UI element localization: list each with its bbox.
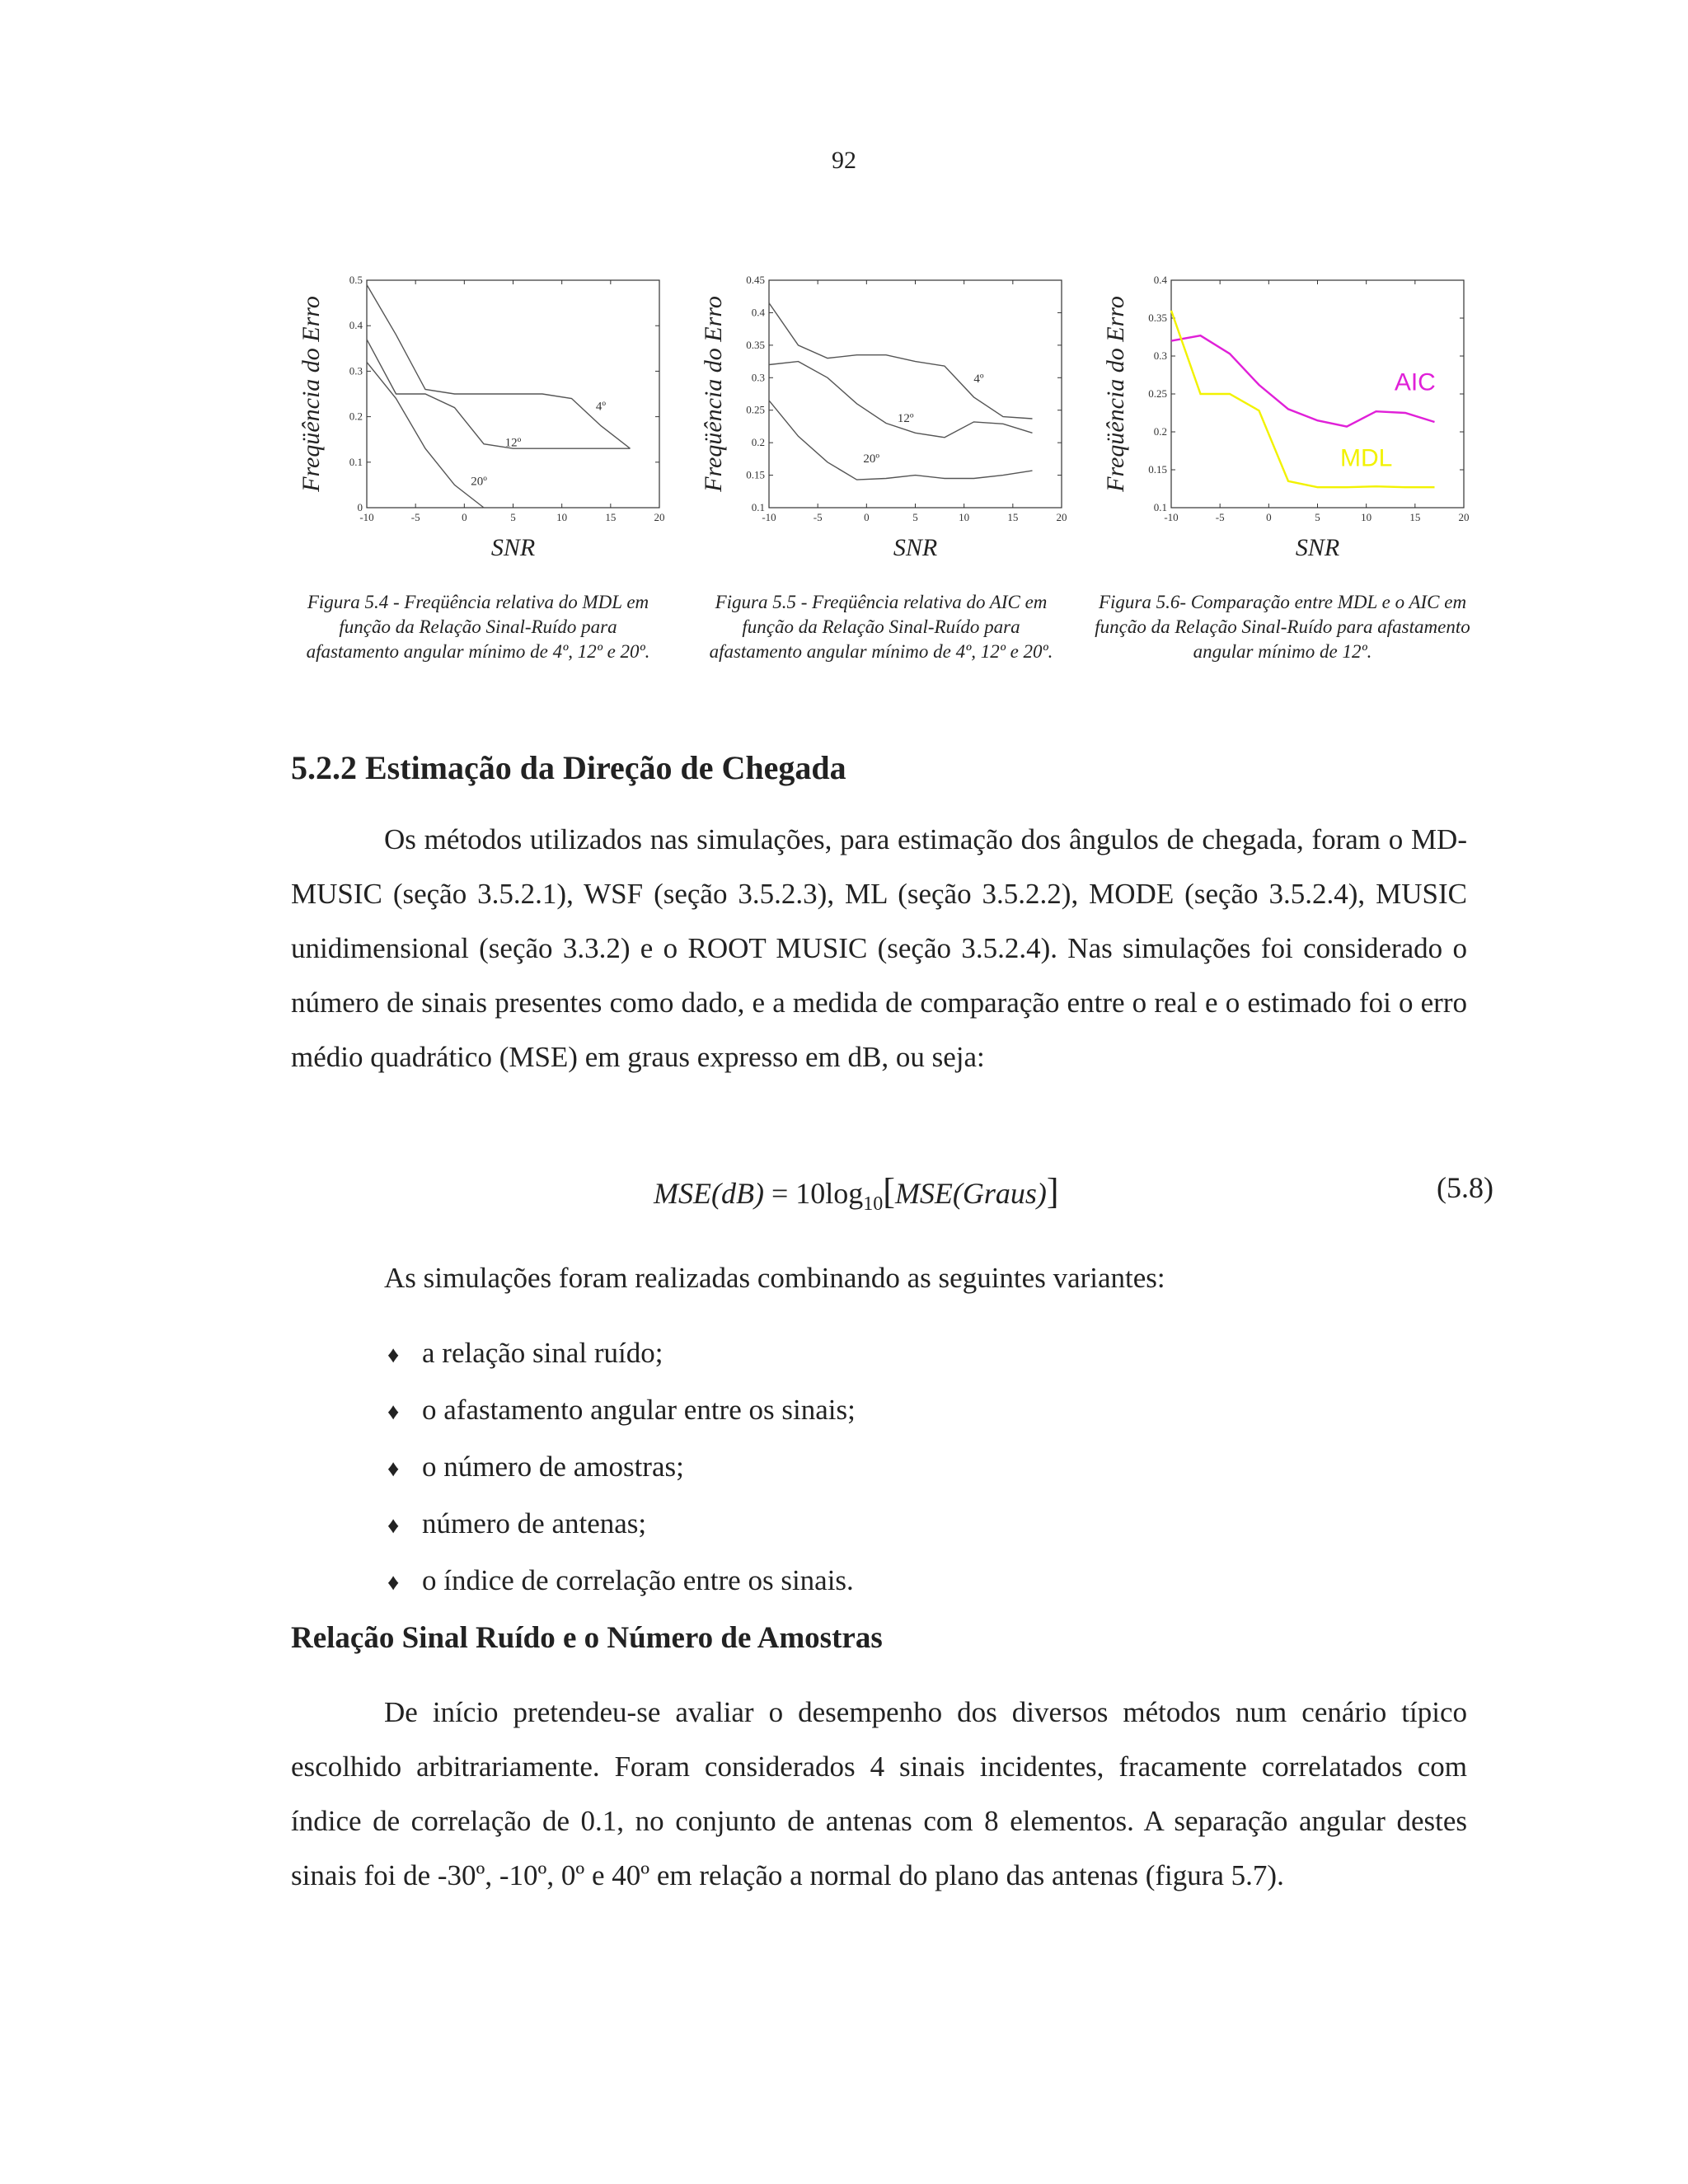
y-tick-label: 0.3 xyxy=(1153,349,1167,362)
x-tick-label: -10 xyxy=(762,511,776,523)
list-item-text: a relação sinal ruído; xyxy=(422,1337,663,1369)
series-line-mdl xyxy=(1171,311,1435,487)
bullet-diamond-icon: ♦ xyxy=(387,1570,400,1596)
x-tick-label: -5 xyxy=(1215,511,1225,523)
series-annotation: 4º xyxy=(973,372,984,386)
figure-caption-5-4: Figura 5.4 - Freqüência relativa do MDL em função da Relação Sinal-Ruído para afastamento angular mínimo de 4º, 12º e 20º. xyxy=(306,592,650,662)
list-item xyxy=(387,1383,856,1440)
x-tick-label: 0 xyxy=(864,511,870,523)
series-line-4deg xyxy=(367,285,631,449)
x-tick-label: 15 xyxy=(1409,511,1421,523)
equation-argument: MSE(Graus) xyxy=(894,1177,1047,1210)
subsection-heading: Relação Sinal Ruído e o Número de Amostras xyxy=(291,1621,883,1655)
y-tick-label: 0.4 xyxy=(1153,274,1167,286)
series-line-4deg xyxy=(769,303,1033,419)
x-tick-label: 5 xyxy=(1315,511,1320,523)
section-heading: 5.2.2 Estimação da Direção de Chegada xyxy=(291,749,846,786)
y-tick-label: 0.35 xyxy=(746,338,765,351)
series-annotation: 4º xyxy=(595,400,607,414)
y-tick-label: 0.1 xyxy=(751,501,765,513)
bullet-diamond-icon: ♦ xyxy=(387,1343,400,1368)
y-tick-label: 0.25 xyxy=(746,403,765,416)
equation-log: log xyxy=(825,1177,864,1210)
series-line-20deg xyxy=(367,362,484,508)
page-number: 92 xyxy=(832,147,856,174)
list-item-text: o número de amostras; xyxy=(422,1451,684,1483)
x-tick-label: 0 xyxy=(1266,511,1272,523)
y-tick-label: 0.35 xyxy=(1148,312,1167,324)
x-tick-label: 20 xyxy=(1458,511,1470,523)
y-tick-label: 0.1 xyxy=(1153,501,1167,513)
chart-mdl-vs-aic xyxy=(1097,247,1484,577)
y-tick-label: 0.4 xyxy=(751,306,765,319)
list-item-text: o afastamento angular entre os sinais; xyxy=(422,1394,856,1426)
y-tick-label: 0.25 xyxy=(1148,387,1167,400)
list-item xyxy=(387,1326,856,1383)
x-tick-label: 15 xyxy=(605,511,617,523)
x-tick-label: 20 xyxy=(654,511,665,523)
y-tick-label: 0.15 xyxy=(1148,463,1167,476)
variants-list xyxy=(387,1326,856,1610)
equation-body: $MSE(dB) = 10\log_{10}[MSE(Graus)]$ xyxy=(654,1171,1059,1216)
x-tick-label: 10 xyxy=(959,511,970,523)
y-tick-label: 0.3 xyxy=(751,371,765,384)
chart-mdl-error-frequency xyxy=(293,247,680,577)
x-tick-label: -5 xyxy=(813,511,823,523)
bullet-diamond-icon: ♦ xyxy=(387,1399,400,1425)
x-tick-label: 20 xyxy=(1056,511,1067,523)
chart-aic-svg xyxy=(695,247,1082,577)
paragraph-methods: Os métodos utilizados nas simulações, para estimação dos ângulos de chegada, foram o MD-MUSIC (seção 3.5.2.1), WSF (seção 3.5.2.3), ML (seção 3.5.2.2), MODE (seção 3.5.2.4), MUSIC unidimensional (seção 3.3.2) e o ROOT MUSIC (seção 3.5.2.4). Nas simulações foi considerado o número de sinais presentes como dado, e a medida de comparação entre o real e o estimado foi o erro médio quadrático (MSE) em graus expresso em dB, ou seja: xyxy=(291,823,1467,1073)
figure-caption-5-5: Figura 5.5 - Freqüência relativa do AIC em função da Relação Sinal-Ruído para afastamento angular mínimo de 4º, 12º e 20º. xyxy=(709,592,1053,662)
series-annotation: 12º xyxy=(504,436,522,450)
equation-number: (5.8) xyxy=(1437,1171,1493,1204)
series-annotation: 12º xyxy=(897,411,914,425)
bullet-diamond-icon: ♦ xyxy=(387,1513,400,1539)
y-tick-label: 0.1 xyxy=(349,455,363,468)
series-line-12deg xyxy=(769,362,1033,438)
paragraph-scenario: De início pretendeu-se avaliar o desempenho dos diversos métodos num cenário típico escolhido arbitrariamente. Foram considerados 4 sinais incidentes, fracamente correlatados com índice de correlação de 0.1, no conjunto de antenas com 8 elementos. A separação angular destes sinais foi de -30º, -10º, 0º e 40º em relação a normal do plano das antenas (figura 5.7). xyxy=(291,1696,1467,1891)
x-tick-label: 0 xyxy=(462,511,467,523)
figure-caption-5-6: Figura 5.6- Comparação entre MDL e o AIC em função da Relação Sinal-Ruído para afastamento angular mínimo de 12º. xyxy=(1095,592,1470,662)
y-axis-label: Freqüência do Erro xyxy=(298,296,325,492)
equation-mse xyxy=(0,1170,1688,1220)
x-tick-label: -10 xyxy=(359,511,374,523)
y-tick-label: 0.45 xyxy=(746,274,765,286)
x-axis-label: SNR xyxy=(1295,534,1340,561)
chart-aic-error-frequency xyxy=(695,247,1082,577)
y-tick-label: 0.5 xyxy=(349,274,363,286)
list-item-text: o índice de correlação entre os sinais. xyxy=(422,1564,854,1596)
y-axis-label: Freqüência do Erro xyxy=(1102,296,1129,492)
x-axis-label: SNR xyxy=(490,534,536,561)
y-tick-label: 0.2 xyxy=(751,436,765,449)
y-axis-label: Freqüência do Erro xyxy=(700,296,727,492)
chart-mdl-vs-aic-svg xyxy=(1097,247,1484,577)
x-axis-label: SNR xyxy=(893,534,938,561)
x-tick-label: -5 xyxy=(410,511,420,523)
x-tick-label: 15 xyxy=(1007,511,1019,523)
equation-log-base: 10 xyxy=(863,1193,884,1216)
y-tick-label: 0.2 xyxy=(1153,425,1167,438)
x-tick-label: 10 xyxy=(556,511,568,523)
x-tick-label: 5 xyxy=(510,511,516,523)
list-item xyxy=(387,1440,856,1497)
y-tick-label: 0 xyxy=(357,501,363,513)
equation-coef: 10 xyxy=(795,1177,826,1210)
series-annotation: MDL xyxy=(1339,444,1393,472)
list-item xyxy=(387,1554,856,1610)
chart-mdl-svg xyxy=(293,247,680,577)
bullet-diamond-icon: ♦ xyxy=(387,1456,400,1482)
series-annotation: 20º xyxy=(863,452,880,466)
series-annotation: AIC xyxy=(1394,368,1436,396)
x-tick-label: 10 xyxy=(1361,511,1372,523)
paragraph-variants-intro: As simulações foram realizadas combinando as seguintes variantes: xyxy=(384,1262,1165,1294)
list-item-text: número de antenas; xyxy=(422,1507,647,1540)
list-item xyxy=(387,1497,856,1554)
series-annotation: 20º xyxy=(471,475,487,489)
y-tick-label: 0.3 xyxy=(349,364,363,377)
equation-equals: = xyxy=(771,1177,789,1210)
plot-frame xyxy=(769,280,1062,508)
equation-lhs: MSE(dB) xyxy=(654,1177,764,1210)
y-tick-label: 0.15 xyxy=(746,468,765,481)
y-tick-label: 0.4 xyxy=(349,319,363,332)
x-tick-label: 5 xyxy=(912,511,918,523)
x-tick-label: -10 xyxy=(1164,511,1179,523)
y-tick-label: 0.2 xyxy=(349,410,363,423)
